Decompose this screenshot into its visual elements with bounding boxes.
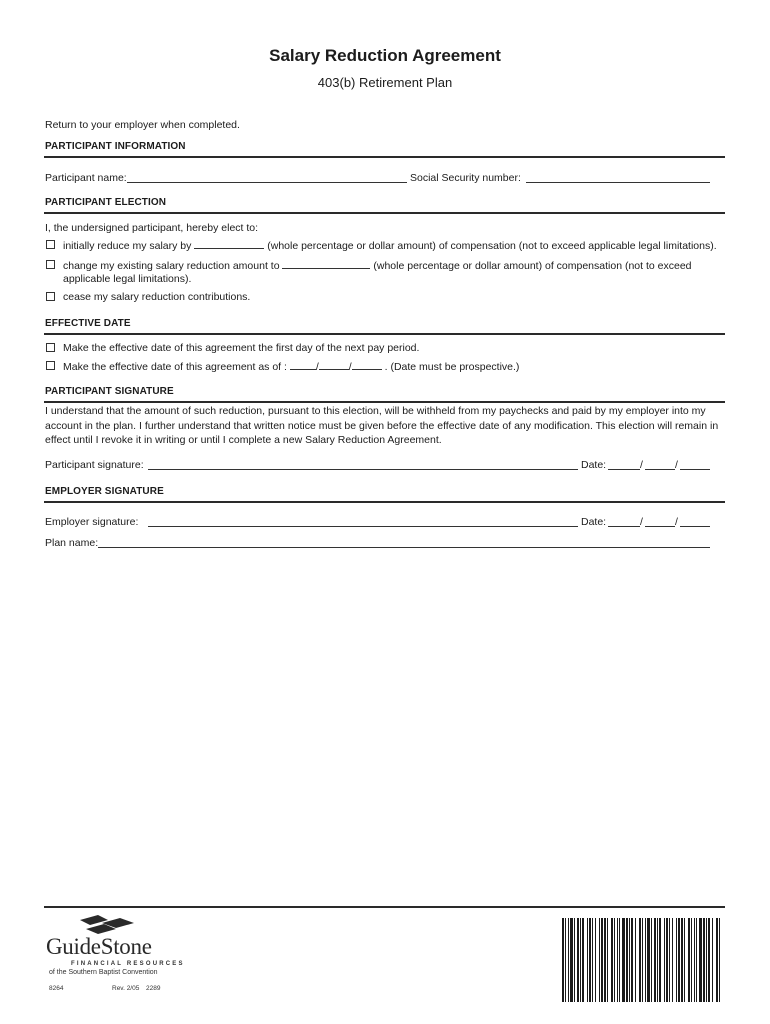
specific-date-text: Make the effective date of this agreement as of : [63, 361, 287, 373]
logo-tagline: FINANCIAL RESOURCES [71, 961, 185, 967]
participant-name-field[interactable] [127, 181, 407, 183]
revision-date: Rev. 2/05 [112, 985, 140, 992]
change-reduction-text: change my existing salary reduction amount to [63, 260, 280, 272]
specific-date-text-2: . (Date must be prospective.) [384, 361, 520, 373]
change-reduction-option [63, 258, 692, 273]
participant-date-year-field[interactable] [680, 468, 710, 470]
change-reduction-text-2: (whole percentage or dollar amount) of compensation (not to exceed [373, 260, 692, 272]
effective-day-field[interactable] [319, 359, 349, 370]
initial-reduction-option [63, 238, 717, 253]
cease-reduction-checkbox[interactable] [46, 292, 55, 301]
plan-name-label: Plan name: [45, 537, 99, 549]
form-code: 2289 [146, 985, 161, 992]
effective-year-field[interactable] [352, 359, 382, 370]
form-subtitle: 403(b) Retirement Plan [317, 75, 453, 90]
date-slash: / [315, 361, 319, 373]
section-rule [44, 156, 725, 158]
logo-subtitle: of the Southern Baptist Convention [49, 969, 158, 976]
employer-date-label: Date: [581, 516, 607, 528]
logo-wordmark: GuideStone [46, 934, 152, 959]
section-rule [44, 401, 725, 403]
cease-reduction-option: cease my salary reduction contributions. [63, 291, 251, 303]
effective-date-heading: EFFECTIVE DATE [45, 318, 131, 329]
plan-name-field[interactable] [98, 546, 710, 548]
employer-signature-label: Employer signature: [45, 516, 139, 528]
specific-date-option [63, 359, 519, 374]
participant-signature-label: Participant signature: [45, 459, 144, 471]
section-rule [44, 212, 725, 214]
date-slash: / [675, 516, 678, 528]
form-title: Salary Reduction Agreement [269, 46, 501, 65]
initial-reduction-checkbox[interactable] [46, 240, 55, 249]
participant-date-month-field[interactable] [608, 468, 640, 470]
next-pay-period-checkbox[interactable] [46, 343, 55, 352]
participant-election-heading: PARTICIPANT ELECTION [45, 197, 167, 208]
participant-signature-heading: PARTICIPANT SIGNATURE [45, 386, 174, 397]
initial-reduction-text: initially reduce my salary by [63, 240, 192, 252]
ssn-label: Social Security number: [410, 172, 521, 184]
date-slash: / [675, 459, 678, 471]
participant-date-day-field[interactable] [645, 468, 675, 470]
participant-date-label: Date: [581, 459, 607, 471]
form-number: 8264 [49, 985, 64, 992]
section-rule [44, 333, 725, 335]
next-pay-period-option: Make the effective date of this agreement the first day of the next pay period. [63, 342, 420, 354]
date-slash: / [348, 361, 352, 373]
employer-date-year-field[interactable] [680, 525, 710, 527]
participant-name-label: Participant name: [45, 172, 127, 184]
change-reduction-checkbox[interactable] [46, 260, 55, 269]
barcode-icon [562, 918, 720, 1002]
date-slash: / [640, 516, 643, 528]
footer-rule [44, 906, 725, 908]
date-slash: / [640, 459, 643, 471]
participant-signature-field[interactable] [148, 468, 578, 470]
employer-date-day-field[interactable] [645, 525, 675, 527]
acknowledgement-paragraph: I understand that the amount of such reduction, pursuant to this election, will be withheld from my paychecks and paid by my employer into my account in the plan. I further understand that written notice must be given before the effective date of any modification. This election will remain in effect until I revoke it in writing or until I complete a new Salary Reduction Agreement. [45, 405, 719, 446]
employer-date-month-field[interactable] [608, 525, 640, 527]
participant-info-heading: PARTICIPANT INFORMATION [45, 141, 186, 152]
employer-signature-field[interactable] [148, 525, 578, 527]
return-note: Return to your employer when completed. [45, 119, 240, 131]
effective-month-field[interactable] [290, 359, 316, 370]
employer-signature-heading: EMPLOYER SIGNATURE [45, 486, 164, 497]
section-rule [44, 501, 725, 503]
initial-reduction-text-2: (whole percentage or dollar amount) of compensation (not to exceed applicable legal limitations). [267, 240, 717, 252]
change-reduction-amount-field[interactable] [282, 258, 370, 269]
specific-date-checkbox[interactable] [46, 361, 55, 370]
change-reduction-text-3: applicable legal limitations). [63, 273, 192, 285]
initial-reduction-amount-field[interactable] [194, 238, 264, 249]
election-intro: I, the undersigned participant, hereby elect to: [45, 222, 259, 234]
ssn-field[interactable] [526, 181, 710, 183]
